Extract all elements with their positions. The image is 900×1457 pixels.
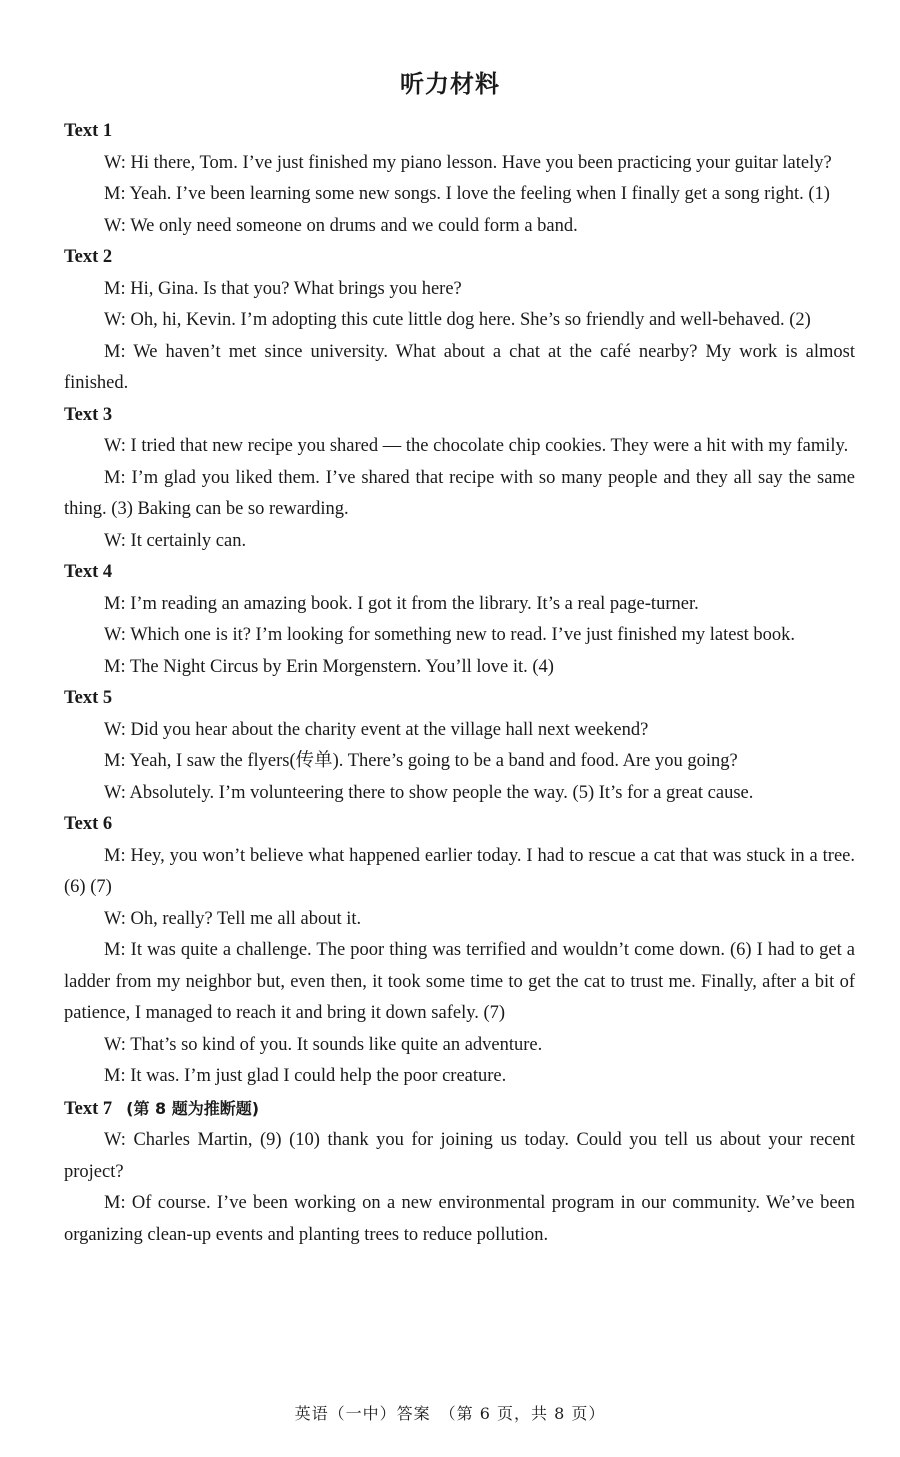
text-heading: Text 6 (64, 814, 113, 834)
text-2-section (64, 242, 855, 400)
dialogue-line: W: We only need someone on drums and we could form a band. (104, 215, 578, 236)
dialogue-line: M: It was. I’m just glad I could help the poor creature. (104, 1066, 507, 1086)
text-5-section (64, 683, 855, 809)
dialogue-line: M: It was quite a challenge. The poor thing was terrified and wouldn’t come down. (6) I had to get a ladder from my neighbor but, even then, it took some time to get the cat to trust me. Finally, after a bit of patience, I managed to reach it and bring it down safely. (7) (64, 940, 855, 1023)
text-heading: Text 3 (64, 404, 113, 425)
dialogue-line: W: Oh, hi, Kevin. I’m adopting this cute little dog here. She’s so friendly and well-behaved. (2) (104, 310, 811, 330)
text-heading: Text 5 (64, 688, 113, 708)
dialogue-line: M: I’m reading an amazing book. I got it from the library. It’s a real page-turner. (104, 593, 699, 614)
dialogue-line: W: I tried that new recipe you shared — the chocolate chip cookies. They were a hit with my family. (104, 436, 849, 456)
page-title: 听力材料 (400, 70, 500, 98)
text-heading: Text 4 (64, 562, 113, 582)
text-7-section (64, 1093, 855, 1252)
inference-note: (第 8 题为推断题) (126, 1098, 260, 1118)
dialogue-line: M: Of course. I’ve been working on a new environmental program in our community. We’ve been organizing clean-up events and planting trees to reduce pollution. (64, 1193, 855, 1245)
dialogue-line: W: Oh, really? Tell me all about it. (104, 908, 362, 929)
dialogue-line: M: We haven’t met since university. What about a chat at the café nearby? My work is almost finished. (64, 341, 855, 393)
dialogue-line: W: Charles Martin, (9) (10) thank you for joining us today. Could you tell us about your recent project? (64, 1130, 855, 1182)
dialogue-line: M: Hey, you won’t believe what happened earlier today. I had to rescue a cat that was stuck in a tree. (6) (7) (64, 845, 855, 897)
dialogue-line: M: Yeah, I saw the flyers(传单). There’s going to be a band and food. Are you going? (104, 751, 738, 771)
text-1-section (64, 116, 855, 242)
dialogue-line: W: Absolutely. I’m volunteering there to show people the way. (5) It’s for a great cause. (104, 782, 754, 803)
text-4-section (64, 557, 855, 683)
dialogue-line: M: I’m glad you liked them. I’ve shared that recipe with so many people and they all say the same thing. (3) Baking can be so rewarding. (64, 467, 855, 519)
page-footer: 英语（一中）答案 （第 6 页，共 8 页） (294, 1404, 606, 1423)
dialogue-line: W: Hi there, Tom. I’ve just finished my piano lesson. Have you been practicing your guitar lately? (104, 152, 832, 173)
dialogue-line: W: Did you hear about the charity event at the village hall next weekend? (104, 719, 649, 740)
dialogue-line: W: Which one is it? I’m looking for something new to read. I’ve just finished my latest book. (104, 625, 796, 645)
dialogue-line: M: Yeah. I’ve been learning some new songs. I love the feeling when I finally get a song right. (1) (104, 184, 830, 204)
dialogue-line: M: Hi, Gina. Is that you? What brings you here? (104, 278, 462, 299)
listening-transcript (64, 116, 855, 1251)
text-heading: Text 7 (第 8 题为推断题) (64, 1098, 260, 1119)
text-6-section (64, 809, 855, 1093)
dialogue-line: W: It certainly can. (104, 530, 247, 551)
dialogue-line: W: That’s so kind of you. It sounds like quite an adventure. (104, 1034, 543, 1055)
text-heading: Text 2 (64, 247, 113, 267)
text-heading: Text 1 (64, 121, 113, 141)
dialogue-line: M: The Night Circus by Erin Morgenstern. You’ll love it. (4) (104, 656, 554, 677)
text-3-section (64, 400, 855, 558)
